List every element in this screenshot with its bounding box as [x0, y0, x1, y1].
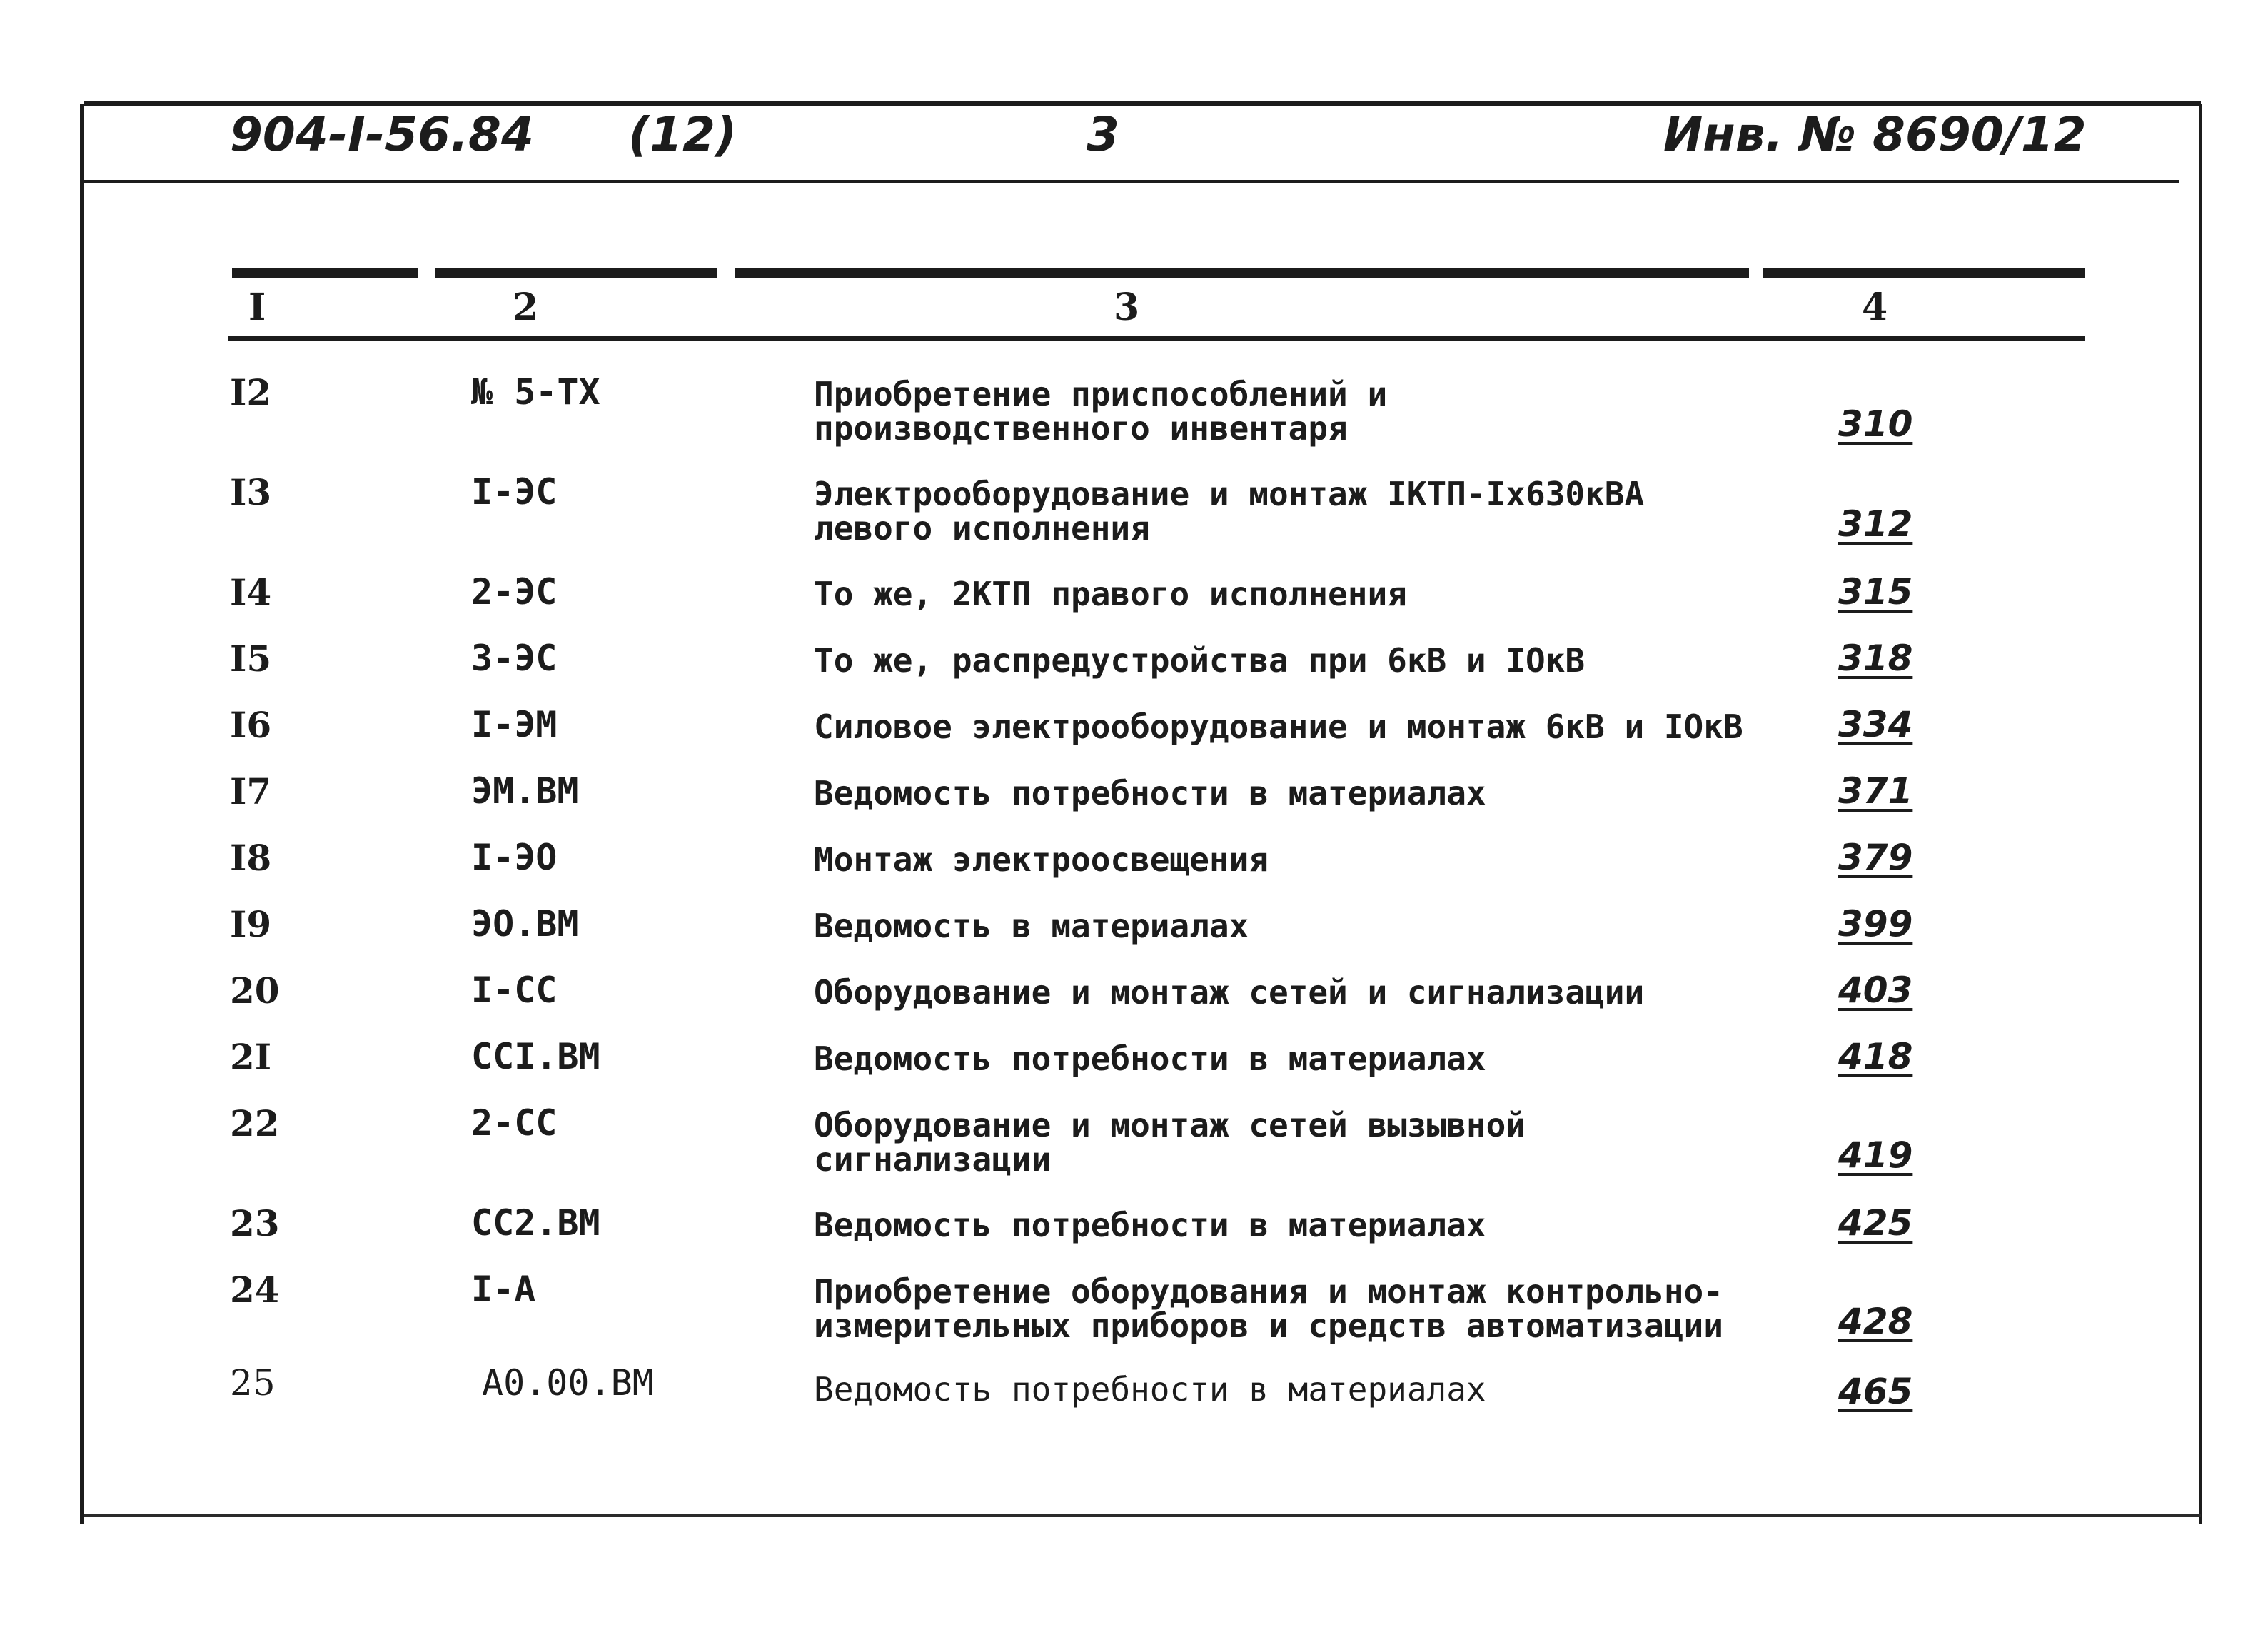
column-rule — [232, 268, 418, 278]
column-rule — [735, 268, 1749, 278]
row-number: I7 — [230, 770, 272, 812]
row-code: № 5-ТХ — [471, 371, 600, 413]
row-page: 465 — [1838, 1371, 1913, 1412]
row-page: 310 — [1838, 403, 1913, 445]
row-page: 334 — [1838, 704, 1913, 745]
column-header-2: 2 — [513, 286, 539, 329]
row-title: Оборудование и монтаж сетей и сигнализации — [814, 973, 1645, 1012]
header-bottom-rule — [228, 336, 2085, 341]
row-number: 23 — [230, 1202, 280, 1244]
row-number: 22 — [230, 1102, 280, 1144]
row-title: Приобретение приспособлений и производственного инвентаря — [814, 375, 1388, 448]
row-number: I4 — [230, 571, 272, 613]
row-title: Ведомость потребности в материалах — [814, 1039, 1486, 1078]
row-number: 2I — [230, 1036, 272, 1078]
column-header-4: 4 — [1862, 286, 1888, 329]
row-code: I-ЭМ — [471, 704, 558, 745]
row-code: I-СС — [471, 969, 558, 1011]
row-page: 318 — [1838, 638, 1913, 679]
row-title: Силовое электрооборудование и монтаж 6кВ и IОкВ — [814, 707, 1743, 746]
row-code: I-ЭС — [471, 471, 558, 513]
document-code: 904-I-56.84 — [230, 107, 534, 162]
row-code: А0.00.ВМ — [482, 1362, 654, 1404]
frame-bottom-border — [84, 1514, 2201, 1517]
row-page: 428 — [1838, 1301, 1913, 1342]
row-number: I2 — [230, 371, 272, 413]
row-number: I9 — [230, 903, 272, 945]
row-page: 403 — [1838, 969, 1913, 1011]
row-number: 25 — [230, 1362, 276, 1404]
copy-number: (12) — [628, 107, 737, 162]
row-title: То же, распредустройства при 6кВ и IОкВ — [814, 641, 1586, 680]
row-number: I3 — [230, 471, 272, 513]
row-code: 3-ЭС — [471, 638, 558, 679]
inventory-number: Инв. № 8690/12 — [1663, 107, 2087, 162]
frame-top-border — [84, 101, 2201, 106]
row-title: Ведомость потребности в материалах — [814, 1370, 1486, 1409]
row-page: 425 — [1838, 1202, 1913, 1244]
row-code: I-А — [471, 1269, 536, 1310]
title-block-rule — [84, 180, 2179, 183]
row-title: Электрооборудование и монтаж IКТП-Iх630кВА левого исполнения — [814, 475, 1645, 548]
column-rule — [1763, 268, 2085, 278]
row-page: 371 — [1838, 770, 1913, 812]
row-page: 418 — [1838, 1036, 1913, 1077]
row-title: Приобретение оборудования и монтаж контрольно- измерительных приборов и средств автоматизации — [814, 1272, 1723, 1345]
row-title: Монтаж электроосвещения — [814, 840, 1269, 879]
sheet-number: 3 — [1087, 107, 1119, 162]
row-title: Ведомость потребности в материалах — [814, 1206, 1486, 1244]
row-page: 419 — [1838, 1134, 1913, 1176]
row-code: ЭМ.ВМ — [471, 770, 579, 812]
row-code: I-ЭО — [471, 837, 558, 878]
row-code: ССI.ВМ — [471, 1036, 600, 1077]
row-title: То же, 2КТП правого исполнения — [814, 575, 1407, 613]
row-page: 315 — [1838, 571, 1913, 613]
row-number: 20 — [230, 969, 280, 1012]
row-page: 399 — [1838, 903, 1913, 945]
row-page: 379 — [1838, 837, 1913, 878]
column-header-1: I — [248, 286, 266, 329]
row-title: Ведомость потребности в материалах — [814, 774, 1486, 812]
row-code: СС2.ВМ — [471, 1202, 600, 1244]
row-code: ЭО.ВМ — [471, 903, 579, 945]
row-code: 2-СС — [471, 1102, 558, 1144]
row-number: 24 — [230, 1269, 280, 1311]
row-title: Ведомость в материалах — [814, 907, 1249, 945]
row-title: Оборудование и монтаж сетей вызывной сигнализации — [814, 1106, 1526, 1179]
row-number: I6 — [230, 704, 272, 746]
row-code: 2-ЭС — [471, 571, 558, 613]
column-header-3: 3 — [1114, 286, 1140, 329]
row-number: I5 — [230, 638, 272, 680]
frame-right-border — [2199, 104, 2202, 1524]
row-number: I8 — [230, 837, 272, 879]
column-rule — [435, 268, 717, 278]
row-page: 312 — [1838, 503, 1913, 545]
frame-left-border — [80, 104, 84, 1524]
